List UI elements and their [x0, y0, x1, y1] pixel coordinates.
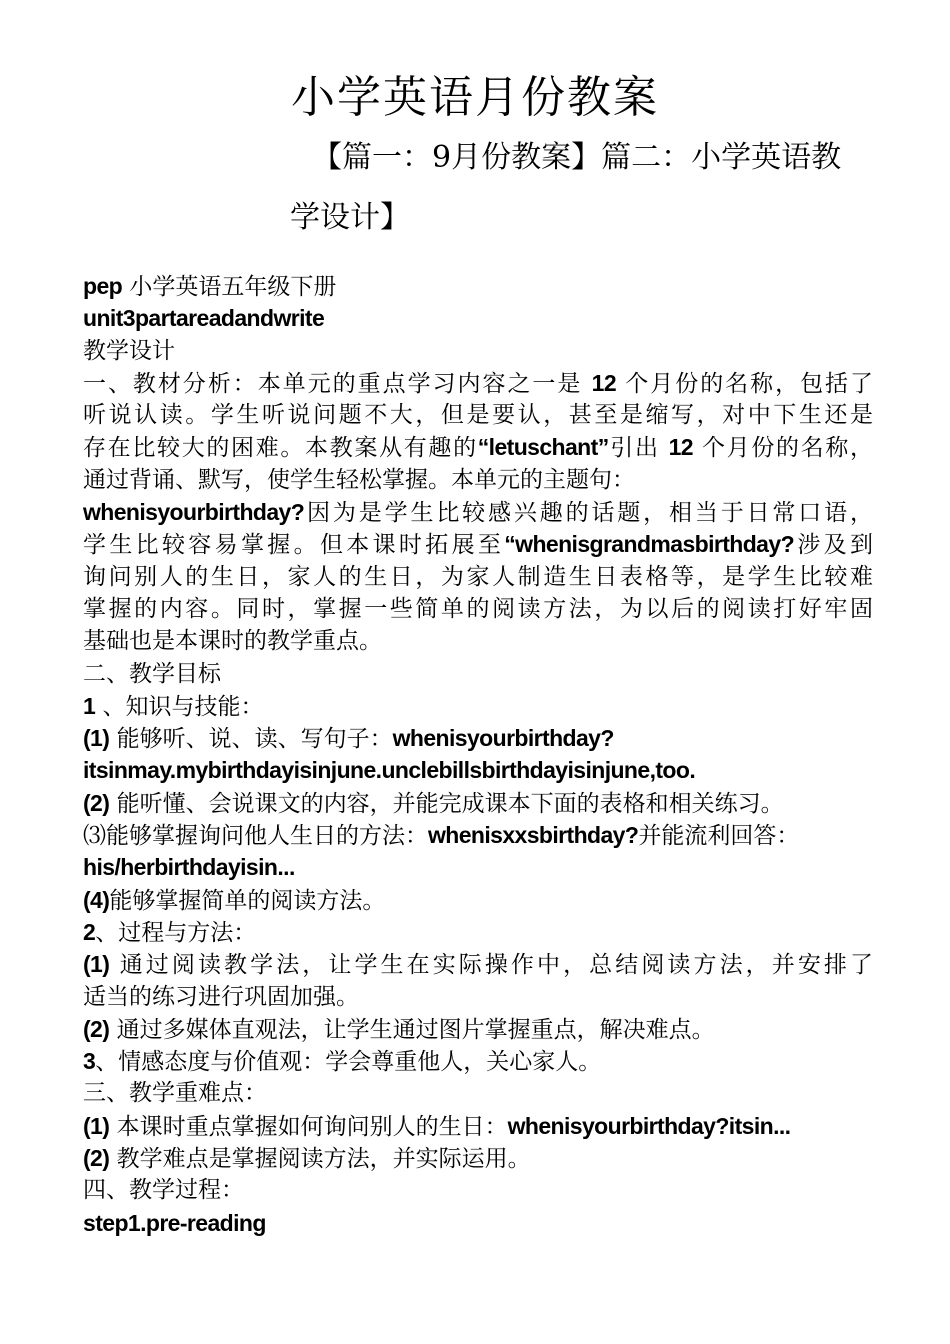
chinese-text-run: 二、教学目标	[83, 660, 221, 687]
body-line	[83, 1013, 873, 1045]
chinese-text-run: 本课时重点掌握如何询问别人的生日：	[109, 1113, 508, 1140]
body-line	[83, 1110, 873, 1142]
latin-text-run: (1)	[83, 951, 110, 978]
body-line	[83, 851, 873, 883]
chinese-text-run: 适当的练习进行巩固加强。	[83, 983, 359, 1010]
chinese-text-run: 学生比较容易掌握。但本课时拓展至	[83, 532, 505, 559]
chinese-text-run: 涉及到	[794, 532, 873, 559]
chinese-text-run: 教学难点是掌握阅读方法，并实际运用。	[109, 1146, 531, 1173]
chinese-text-run: 存在比较大的困难。本教案从有趣的	[83, 435, 478, 462]
latin-text-run: 3	[83, 1048, 96, 1075]
body-line	[83, 431, 873, 463]
body-line	[83, 787, 873, 819]
chinese-text-run: 四、教学过程：	[83, 1177, 244, 1204]
latin-text-run: (4)	[83, 886, 110, 913]
chinese-text-run: 教学设计	[83, 337, 175, 364]
latin-text-run: (2)	[83, 1145, 110, 1172]
latin-text-run: (2)	[83, 1015, 110, 1042]
body-line	[83, 658, 873, 690]
latin-text-run: itsinmay.mybirthdayisinjune.unclebillsbirthdayisinjune,too.	[83, 757, 696, 784]
chinese-text-run: 能够掌握简单的阅读方法。	[109, 887, 386, 914]
body-line	[83, 1174, 873, 1206]
chinese-text-run: 听说认读。学生听说问题不大，但是要认，甚至是缩写，对中下生还是	[83, 402, 873, 429]
chinese-text-run: 个月份的名称，包括了	[616, 370, 873, 397]
latin-text-run: (2)	[83, 789, 110, 816]
latin-text-run: unit3partareadandwrite	[83, 305, 325, 332]
chinese-text-run: 能够听、说、读、写句子：	[109, 726, 393, 753]
chinese-text-run: 小学英语五年级下册	[122, 274, 337, 300]
chinese-text-run: 通过多媒体直观法，让学生通过图片掌握重点，解决难点。	[109, 1016, 715, 1043]
body-line	[83, 593, 873, 625]
chinese-text-run: 并能流利回答：	[638, 823, 800, 850]
latin-text-run: (1)	[83, 725, 110, 752]
chinese-text-run: 一、教材分析：本单元的重点学习内容之一是	[83, 370, 592, 397]
document-subtitle-line-2: 学设计】	[290, 200, 410, 235]
body-line	[83, 1045, 873, 1077]
latin-text-run: step1.pre-reading	[83, 1209, 266, 1236]
chinese-text-run: 能听懂、会说课文的内容，并能完成课本下面的表格和相关练习。	[109, 790, 784, 817]
body-line	[83, 561, 873, 593]
body-line	[83, 722, 873, 754]
latin-text-run: whenisxxsbirthday?	[428, 822, 639, 849]
latin-text-run: whenisyourbirthday?	[392, 725, 614, 752]
latin-text-run: whenisyourbirthday?itsin...	[507, 1112, 791, 1139]
chinese-text-run: 、情感态度与价值观：学会尊重他人，关心家人。	[95, 1049, 602, 1076]
body-line	[83, 399, 873, 431]
chinese-text-run: 掌握的内容。同时，掌握一些简单的阅读方法，为以后的阅读打好牢固	[83, 595, 873, 622]
latin-text-run: his/herbirthdayisin...	[83, 854, 295, 881]
latin-text-run: 12	[668, 434, 693, 461]
body-line	[83, 948, 873, 980]
document-subtitle-line-1: 【篇一：9月份教案】篇二：小学英语教	[312, 140, 842, 175]
body-line	[83, 528, 873, 560]
body-line	[83, 884, 873, 916]
chinese-text-run: 询问别人的生日，家人的生日，为家人制造生日表格等，是学生比较难	[83, 563, 873, 590]
document-title: 小学英语月份教案	[291, 72, 659, 123]
body-line	[83, 1207, 873, 1239]
body-line	[83, 302, 873, 334]
body-line	[83, 690, 873, 722]
body-line	[83, 625, 873, 657]
body-line	[83, 367, 873, 399]
body-line	[83, 270, 873, 302]
body-line	[83, 819, 873, 851]
body-line	[83, 981, 873, 1013]
chinese-text-run: 三、教学重难点：	[83, 1080, 267, 1107]
latin-text-run: (1)	[83, 1112, 110, 1139]
chinese-text-run: 、过程与方法：	[95, 919, 257, 946]
chinese-text-run: 通过阅读教学法，让学生在实际操作中，总结阅读方法，并安排了	[109, 952, 873, 979]
document-body	[83, 270, 873, 1239]
chinese-text-run: 基础也是本课时的教学重点。	[83, 628, 382, 655]
body-line	[83, 335, 873, 367]
latin-text-run: whenisyourbirthday?	[83, 499, 305, 526]
chinese-text-run: 因为是学生比较感兴趣的话题，相当于日常口语，	[304, 500, 873, 527]
latin-text-run: “whenisgrandmasbirthday?	[504, 531, 795, 558]
latin-text-run: 1	[83, 692, 96, 719]
chinese-text-run: ⑶能够掌握询问他人生日的方法：	[83, 823, 428, 850]
body-line	[83, 496, 873, 528]
latin-text-run: 12	[591, 369, 617, 396]
latin-text-run: 2	[83, 918, 96, 945]
latin-text-run: pep	[83, 273, 123, 299]
body-line	[83, 754, 873, 786]
chinese-text-run: 、知识与技能：	[95, 693, 264, 720]
body-line	[83, 464, 873, 496]
chinese-text-run: 通过背诵、默写，使学生轻松掌握。本单元的主题句：	[83, 466, 635, 493]
body-line	[83, 1142, 873, 1174]
chinese-text-run: 个月份的名称，	[693, 435, 873, 462]
chinese-text-run: 引出	[608, 435, 669, 462]
body-line	[83, 916, 873, 948]
body-line	[83, 1077, 873, 1109]
latin-text-run: “letuschant”	[477, 434, 609, 461]
